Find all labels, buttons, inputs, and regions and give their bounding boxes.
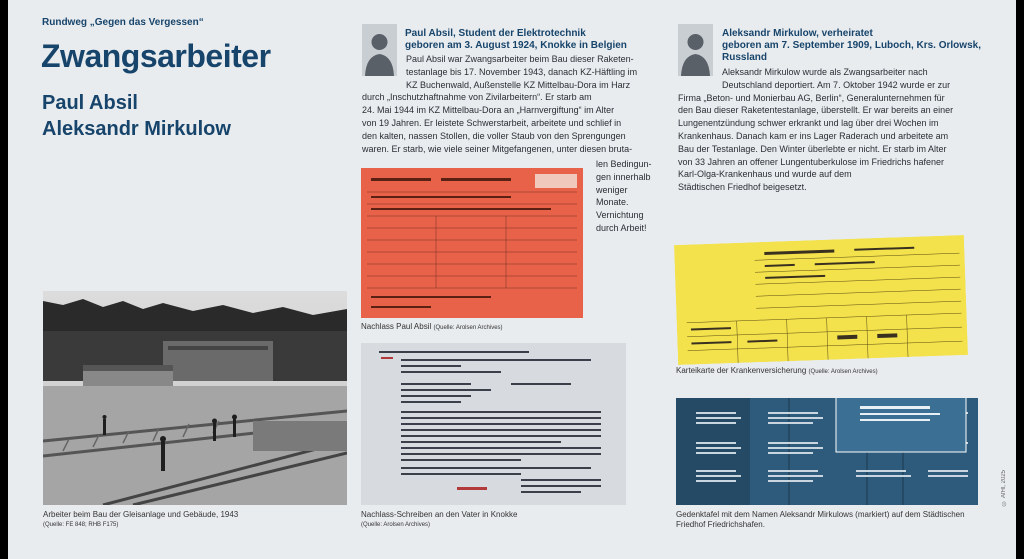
text-line: 24. Mai 1944 im KZ Mittelbau-Dora an „Harnvergiftung“ im Alter [362, 105, 615, 116]
text-line: gen innerhalb [596, 171, 651, 182]
text-line: Bau der Testanlage. Den Winter überlebte er nicht. Er starb im Alter [678, 143, 947, 154]
caption-yellow-card [676, 366, 878, 377]
text-line: len Bedingun- [596, 159, 652, 169]
text-line: Deutschland deportiert. Am 7. Oktober 1942 wurde er zur [722, 79, 951, 90]
yellow-insurance-card [674, 235, 968, 365]
text-line: KZ Buchenwald, Außenstelle KZ Mittelbau-Dora im Harz [406, 79, 631, 90]
page-title: Zwangsarbeiter [41, 38, 271, 74]
memorial-plaque-photo [676, 398, 978, 505]
text-line: von 19 Jahren. Er leistete Schwerstarbeit, arbeitete und schlief in [362, 117, 622, 128]
heading-mirkulow-line3: Russland [722, 52, 768, 63]
text-line: weniger [596, 184, 628, 195]
construction-photo [43, 291, 347, 505]
caption-red-card [361, 322, 503, 333]
heading-absil-line2: geboren am 3. August 1924, Knokke in Belgien [405, 40, 627, 51]
caption-letter [361, 510, 517, 530]
heading-absil-line1: Paul Absil, Student der Elektrotechnik [405, 28, 586, 39]
text-line: durch Arbeit! [596, 222, 647, 233]
caption-text: Gedenktafel mit dem Namen Aleksandr Mirkulows (markiert) auf dem Städtischen [676, 510, 965, 519]
caption-text-2: Friedhof Friedrichshafen. [676, 520, 765, 529]
heading-absil [405, 28, 627, 52]
text-line: Paul Absil war Zwangsarbeiter beim Bau dieser Raketen- [406, 54, 634, 64]
caption-text: Arbeiter beim Bau der Gleisanlage und Gebäude, 1943 [43, 510, 239, 519]
text-mirkulow [678, 66, 978, 194]
caption-text: Karteikarte der Krankenversicherung [676, 366, 807, 375]
heading-mirkulow [722, 28, 981, 64]
caption-memorial [676, 510, 965, 530]
text-line: Krankenhaus. Danach kam er ins Lager Raderach und arbeitete am [678, 130, 949, 141]
text-line: Städtischen Friedhof beigesetzt. [678, 182, 807, 193]
caption-text: Nachlass-Schreiben an den Vater in Knokke [361, 510, 518, 519]
caption-source: (Quelle: FE 848; RHB F175) [43, 522, 119, 528]
subtitle-name-absil: Paul Absil [42, 92, 138, 114]
subtitle-name-mirkulow: Aleksandr Mirkulow [42, 118, 231, 140]
caption-source: (Quelle: Arolsen Archives) [808, 369, 878, 375]
caption-construction-photo [43, 510, 238, 530]
text-line: waren. Er starb, wie viele seiner Mitgefangenen, unter diesen bruta- [362, 143, 633, 154]
copyright-notice: © AfHl, 2025 [1001, 470, 1007, 506]
text-line: testanlage bis 17. November 1943, danach KZ-Häftling im [406, 66, 638, 77]
text-line: Firma „Beton- und Monierbau AG, Berlin“, Generalunternehmen für [678, 92, 945, 103]
text-absil [362, 53, 666, 155]
text-line: Monate. [596, 197, 629, 208]
text-line: Aleksandr Mirkulow wurde als Zwangsarbeiter nach [722, 67, 928, 77]
text-line: Lungenentzündung schwer erkrankt und lag über drei Wochen im [678, 118, 939, 129]
rundweg-label: Rundweg „Gegen das Vergessen“ [42, 17, 204, 28]
caption-source: (Quelle: Arolsen Archives) [433, 325, 503, 331]
text-absil-side [596, 158, 668, 235]
caption-source: (Quelle: Arolsen Archives) [361, 522, 431, 528]
info-panel [8, 0, 1016, 559]
text-line: den kalten, nassen Stollen, die voller Staub von den Sprengungen [362, 130, 626, 141]
red-registration-card [361, 168, 583, 318]
letter-document [361, 343, 626, 505]
heading-mirkulow-line2: geboren am 7. September 1909, Luboch, Krs. Orlowsk, [722, 40, 981, 51]
text-line: Vernichtung [596, 210, 644, 221]
text-line: von 33 Jahren an offener Lungentuberkulose im Friedrichs hafener [678, 156, 945, 167]
caption-text: Nachlass Paul Absil [361, 322, 432, 331]
text-line: Karl-Olga-Krankenhaus und wurde auf dem [678, 169, 852, 180]
text-line: den Bau dieser Raketentestanlage, überstellt. Er war bereits an einer [678, 105, 954, 116]
text-line: durch „Inschutzhaftnahme von Zivilarbeitern“. Er starb am [362, 92, 592, 103]
heading-mirkulow-line1: Aleksandr Mirkulow, verheiratet [722, 28, 873, 39]
